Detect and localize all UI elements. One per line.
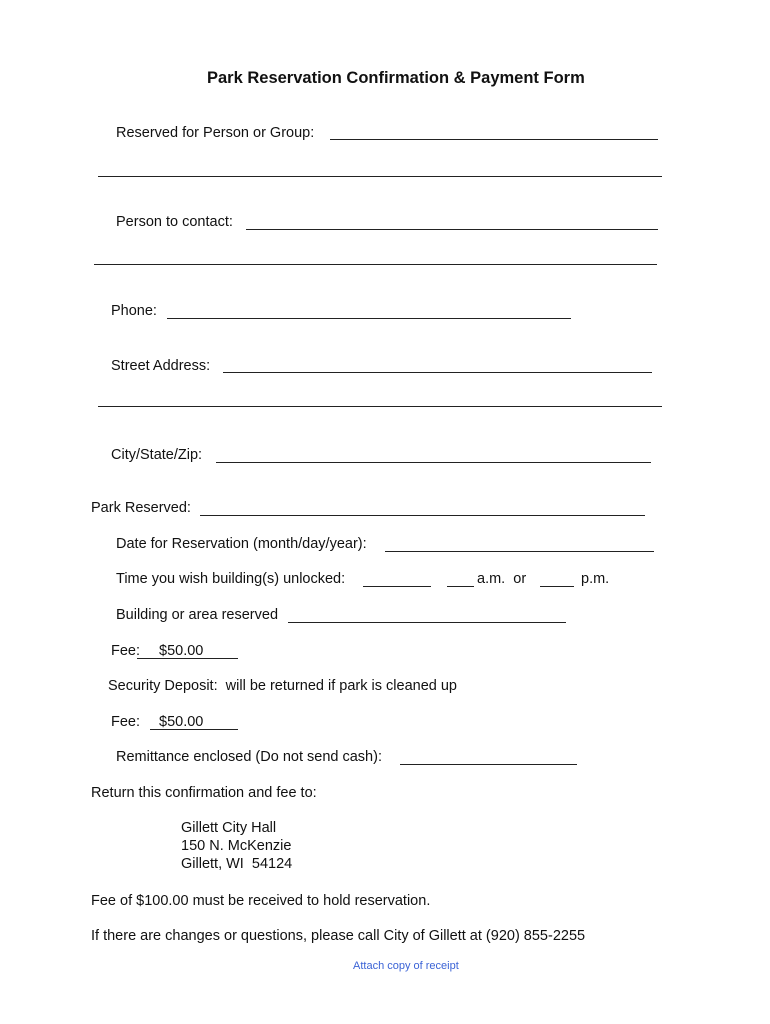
phone-label: Phone: bbox=[111, 303, 157, 319]
reserved-for-label: Reserved for Person or Group: bbox=[116, 125, 315, 141]
return-label: Return this confirmation and fee to: bbox=[91, 785, 317, 801]
fee-notice: Fee of $100.00 must be received to hold reservation. bbox=[91, 893, 431, 909]
time-label: Time you wish building(s) unlocked: bbox=[116, 571, 346, 587]
time-line[interactable] bbox=[363, 586, 431, 587]
city-line[interactable] bbox=[216, 462, 651, 463]
pm-line[interactable] bbox=[540, 586, 574, 587]
attach-receipt-link[interactable]: Attach copy of receipt bbox=[353, 960, 459, 972]
reserved-for-line[interactable] bbox=[330, 139, 658, 140]
street-line[interactable] bbox=[223, 372, 652, 373]
street-label: Street Address: bbox=[111, 358, 211, 374]
date-line[interactable] bbox=[385, 551, 654, 552]
questions-notice: If there are changes or questions, please call City of Gillett at (920) 855-2255 bbox=[91, 928, 586, 944]
fee1-value: $50.00 bbox=[159, 643, 204, 659]
fee2-value: $50.00 bbox=[159, 714, 204, 730]
contact-label: Person to contact: bbox=[116, 214, 233, 230]
remit-label: Remittance enclosed (Do not send cash): bbox=[116, 749, 382, 765]
pm-label: p.m. bbox=[581, 571, 610, 587]
phone-line[interactable] bbox=[167, 318, 571, 319]
am-label: a.m. or bbox=[477, 571, 527, 587]
remit-line[interactable] bbox=[400, 764, 577, 765]
reserved-for-line-2[interactable] bbox=[98, 176, 662, 177]
address-line-2: 150 N. McKenzie bbox=[181, 838, 292, 854]
am-line[interactable] bbox=[447, 586, 474, 587]
building-line[interactable] bbox=[288, 622, 566, 623]
street-line-2[interactable] bbox=[98, 406, 662, 407]
contact-line[interactable] bbox=[246, 229, 658, 230]
address-line-1: Gillett City Hall bbox=[181, 820, 277, 836]
fee1-label: Fee: bbox=[111, 643, 141, 659]
address-line-3: Gillett, WI 54124 bbox=[181, 856, 293, 872]
fee2-label: Fee: bbox=[111, 714, 141, 730]
city-label: City/State/Zip: bbox=[111, 447, 203, 463]
building-label: Building or area reserved bbox=[116, 607, 279, 623]
park-line[interactable] bbox=[200, 515, 645, 516]
park-label: Park Reserved: bbox=[91, 500, 191, 516]
deposit-text: Security Deposit: will be returned if park is cleaned up bbox=[108, 678, 457, 694]
contact-line-2[interactable] bbox=[94, 264, 657, 265]
form-title: Park Reservation Confirmation & Payment Form bbox=[207, 69, 585, 87]
date-label: Date for Reservation (month/day/year): bbox=[116, 536, 367, 552]
